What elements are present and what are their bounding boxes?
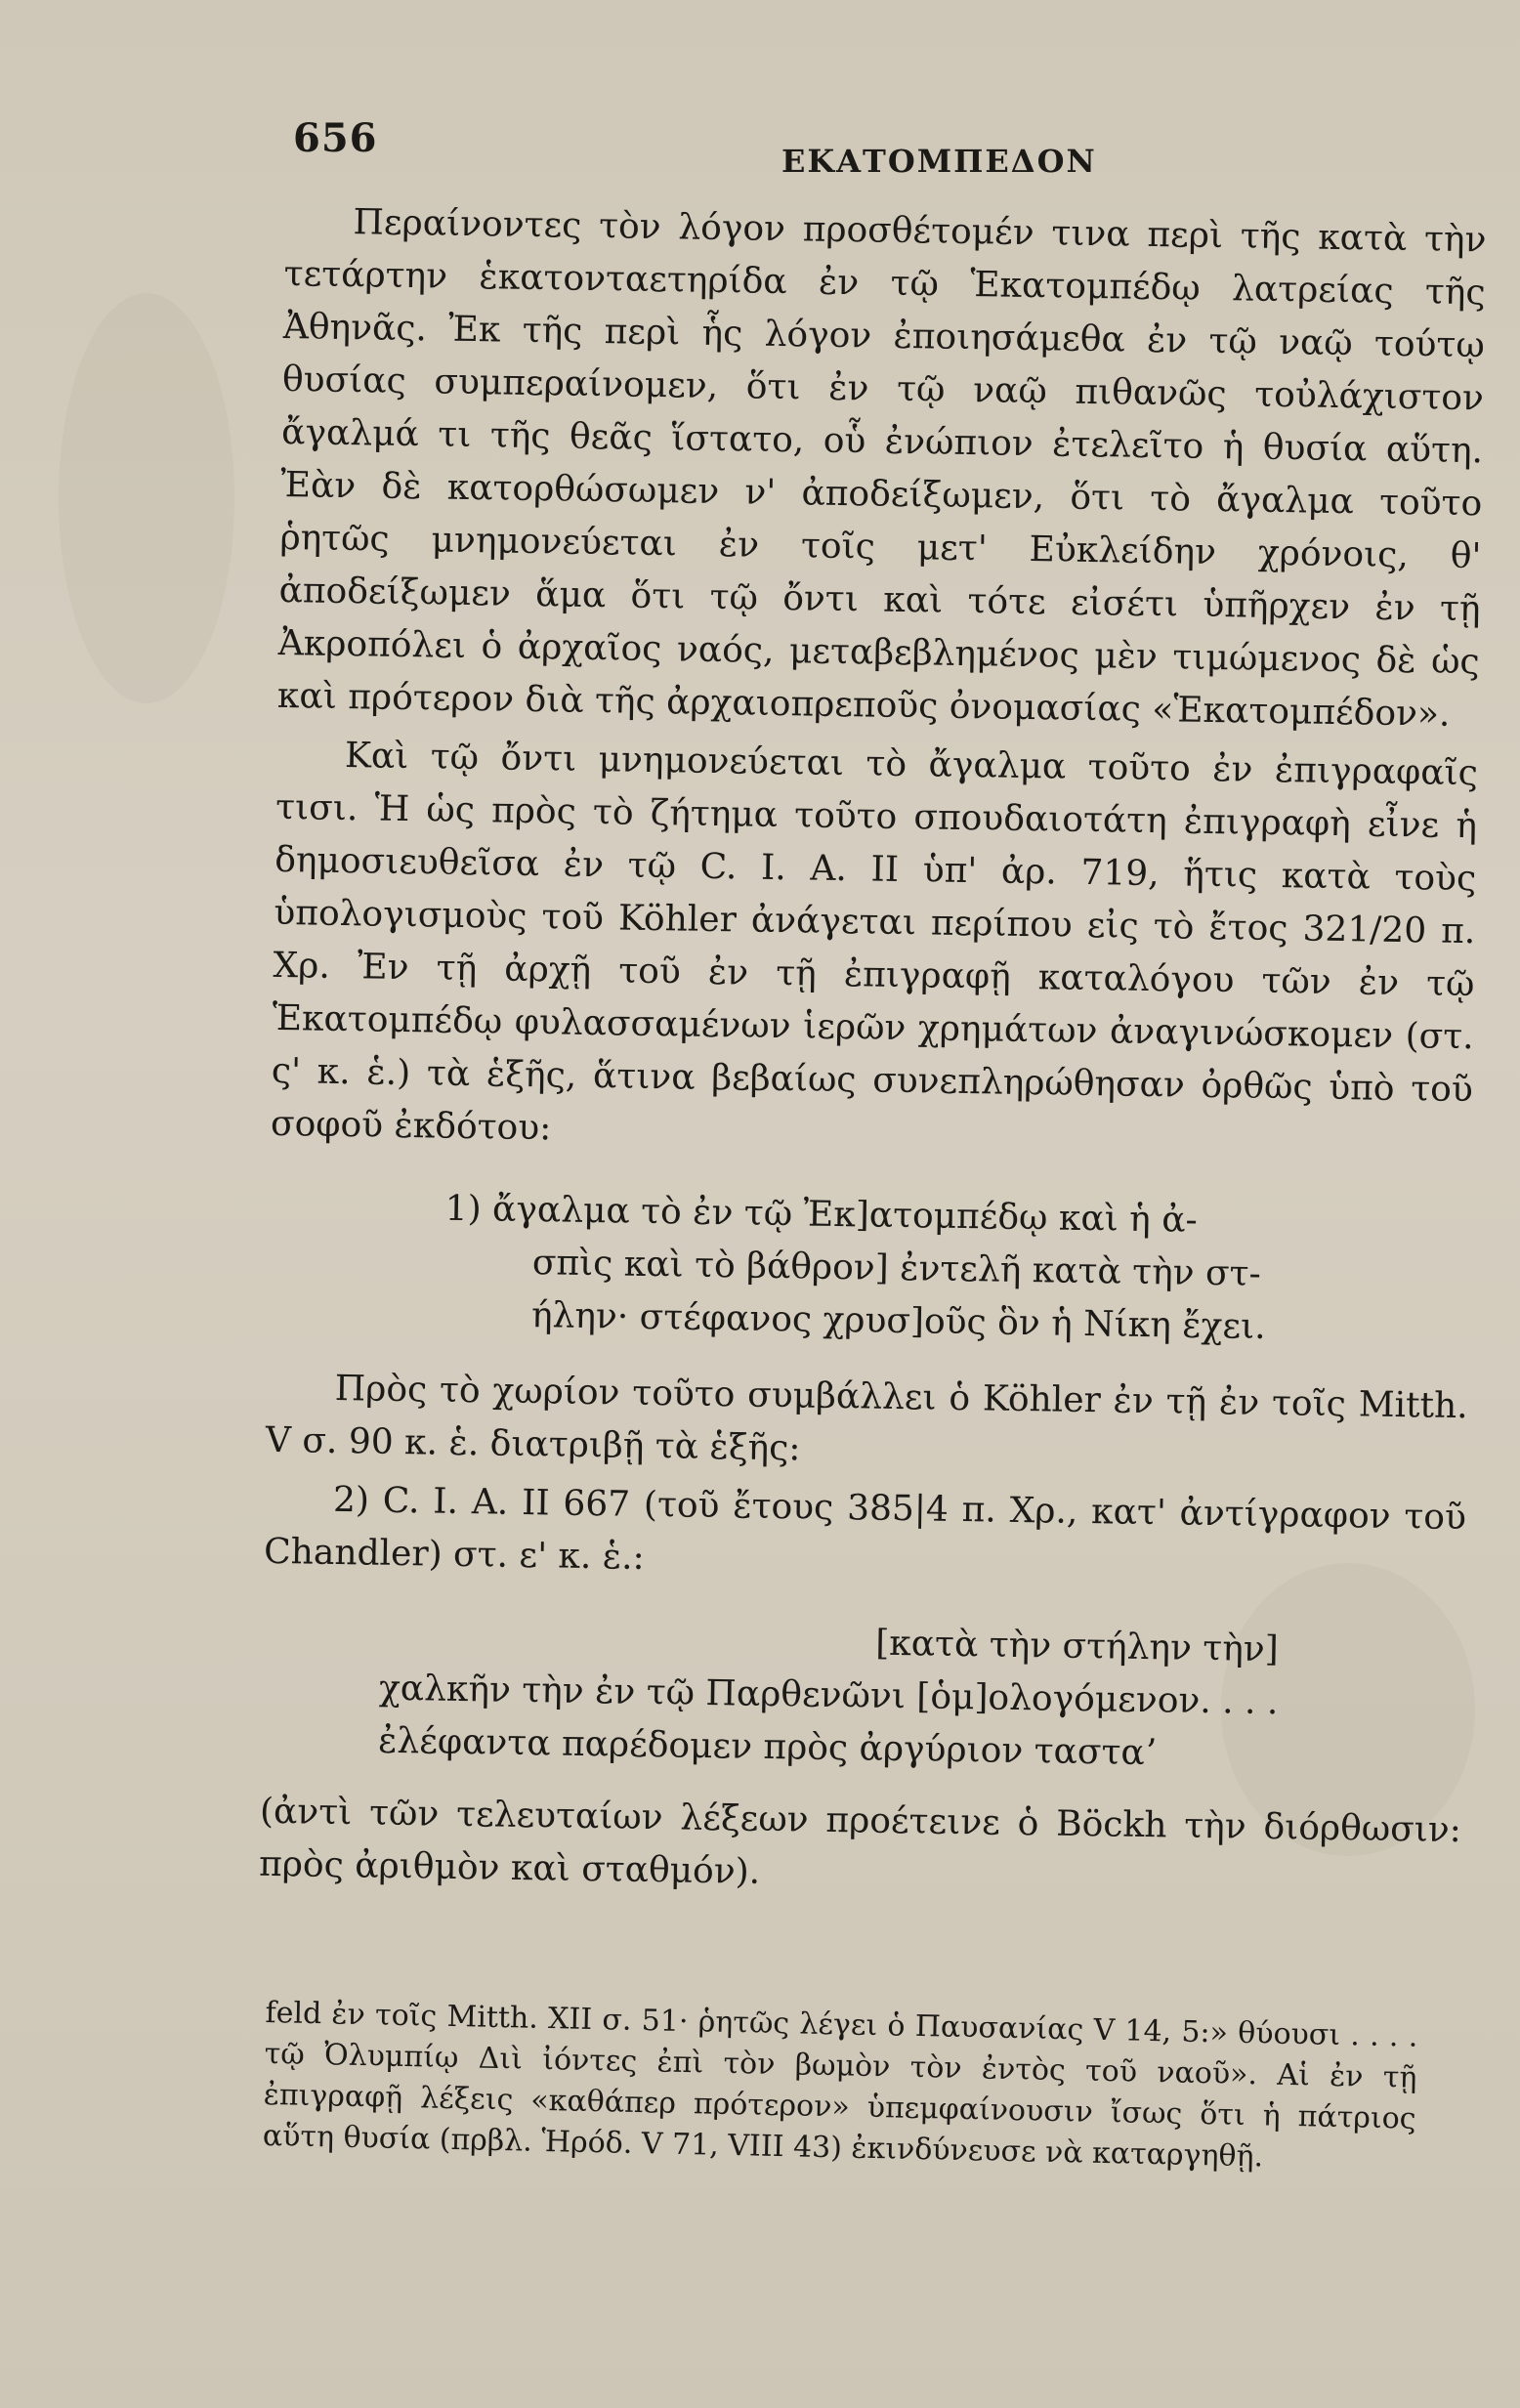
page-number: 656: [293, 115, 378, 161]
paragraph-2: Καὶ τῷ ὄντι μνημονεύεται τὸ ἄγαλμα τοῦτο ἐν ἐπιγραφαῖς τισι. Ἡ ὡς πρὸς τὸ ζήτημα τοῦτο σπουδαιοτάτη ἐπιγραφὴ εἶνε ἡ δημοσιευθεῖσα ἐν τῷ C. I. A. II ὑπ' ἀρ. 719, ἥτις κατὰ τοὺς ὑπολογισμοὺς τοῦ Köhler ἀνάγεται περίπου εἰς τὸ ἔτος 321/20 π. Χρ. Ἐν τῇ ἀρχῇ τοῦ ἐν τῇ ἐπιγραφῇ καταλόγου τῶν ἐν τῷ Ἑκατομπέδῳ φυλασσαμένων ἱερῶν χρημάτων ἀναγινώσκομεν (στ. ς' κ. ἑ.) τὰ ἑξῆς, ἅτινα βεβαίως συνεπληρώθησαν ὀρθῶς ὑπὸ τοῦ σοφοῦ ἐκδότου:: [270, 736, 1479, 1149]
inscription-line: ἐλέφαντα παρέδομεν πρὸς ἀργύριον τασταʼ: [377, 1720, 1157, 1774]
inscription-block-2: [378, 1610, 1415, 1785]
paragraph-5: (ἀντὶ τῶν τελευταίων λέξεων προέτεινε ὁ Böckh τὴν διόρθωσιν: πρὸς ἀριθμὸν καὶ σταθμόν).: [258, 1791, 1462, 1892]
running-title: ΕΚΑΤΟΜΠΕΔΟΝ: [781, 143, 1097, 180]
inscription-line: 1) ἄγαλμα τὸ ἐν τῷ Ἐκ]ατομπέδῳ καὶ ἡ ἀ-: [444, 1188, 1199, 1241]
inscription-line: ήλην· στέφανος χρυσ]οῦς ὃν ἡ Νίκη ἔχει.: [530, 1295, 1266, 1347]
inscription-line: σπὶς καὶ τὸ βάθρον] ἐντελῆ κατὰ τὴν στ-: [531, 1243, 1262, 1294]
paper-stain: [59, 293, 234, 703]
footnote-text: feld ἐν τοῖς Mitth. XII σ. 51· ῥητῶς λέγει ὁ Παυσανίας V 14, 5:» θύουσι . . . . τῷ Ὀλυμπίῳ Διὶ ἰόντες ἐπὶ τὸν βωμὸν τὸν ἐντὸς τοῦ ναοῦ». Αἱ ἐν τῇ ἐπιγραφῇ λέξεις «καθάπερ πρότερον» ὑπεμφαίνουσιν ἴσως ὅτι ἡ πάτριος αὕτη θυσία (πρβλ. Ἡρόδ. V 71, VIII 43) ἐκινδύνευσε νὰ καταργηθῇ.: [262, 1995, 1418, 2175]
paragraph-4: 2) C. I. A. II 667 (τοῦ ἔτους 385|4 π. Χρ., κατ' ἀντίγραφον τοῦ Chandler) στ. ε' κ. ἑ.:: [263, 1479, 1467, 1578]
main-text: [259, 195, 1487, 1910]
page-header: [293, 115, 1368, 180]
inscription-block-1: [443, 1183, 1325, 1355]
inscription-line: χαλκῆν τὴν ἐν τῷ Παρθενῶνι [ὁμ]ολογόμενον. . . .: [378, 1668, 1279, 1723]
footnote: [262, 1993, 1417, 2181]
inscription-line: [κατὰ τὴν στήλην τὴν]: [874, 1623, 1280, 1670]
paragraph-1: Περαίνοντες τὸν λόγον προσθέτομέν τινα περὶ τῆς κατὰ τὴν τετάρτην ἑκατονταετηρίδα ἐν τῷ Ἑκατομπέδῳ λατρείας τῆς Ἀθηνᾶς. Ἐκ τῆς περὶ ἧς λόγον ἐποιησάμεθα ἐν τῷ ναῷ τούτῳ θυσίας συμπεραίνομεν, ὅτι ἐν τῷ ναῷ πιθανῶς τοὐλάχιστον ἄγαλμά τι τῆς θεᾶς ἵστατο, οὗ ἐνώπιον ἐτελεῖτο ἡ θυσία αὕτη. Ἐὰν δὲ κατορθώσωμεν ν' ἀποδείξωμεν, ὅτι τὸ ἄγαλμα τοῦτο ῥητῶς μνημονεύεται ἐν τοῖς μετ' Εὐκλείδην χρόνοις, θ' ἀποδείξωμεν ἅμα ὅτι τῷ ὄντι καὶ τότε εἰσέτι ὑπῆρχεν ἐν τῇ Ἀκροπόλει ὁ ἀρχαῖος ναός, μεταβεβλημένος μὲν τιμώμενος δὲ ὡς καὶ πρότερον διὰ τῆς ἀρχαιοπρεποῦς ὀνομασίας «Ἑκατομπέδον».: [276, 202, 1487, 735]
paragraph-3: Πρὸς τὸ χωρίον τοῦτο συμβάλλει ὁ Köhler ἐν τῇ ἐν τοῖς Mitth. V σ. 90 κ. ἑ. διατριβῇ τὰ ἑξῆς:: [265, 1368, 1468, 1469]
